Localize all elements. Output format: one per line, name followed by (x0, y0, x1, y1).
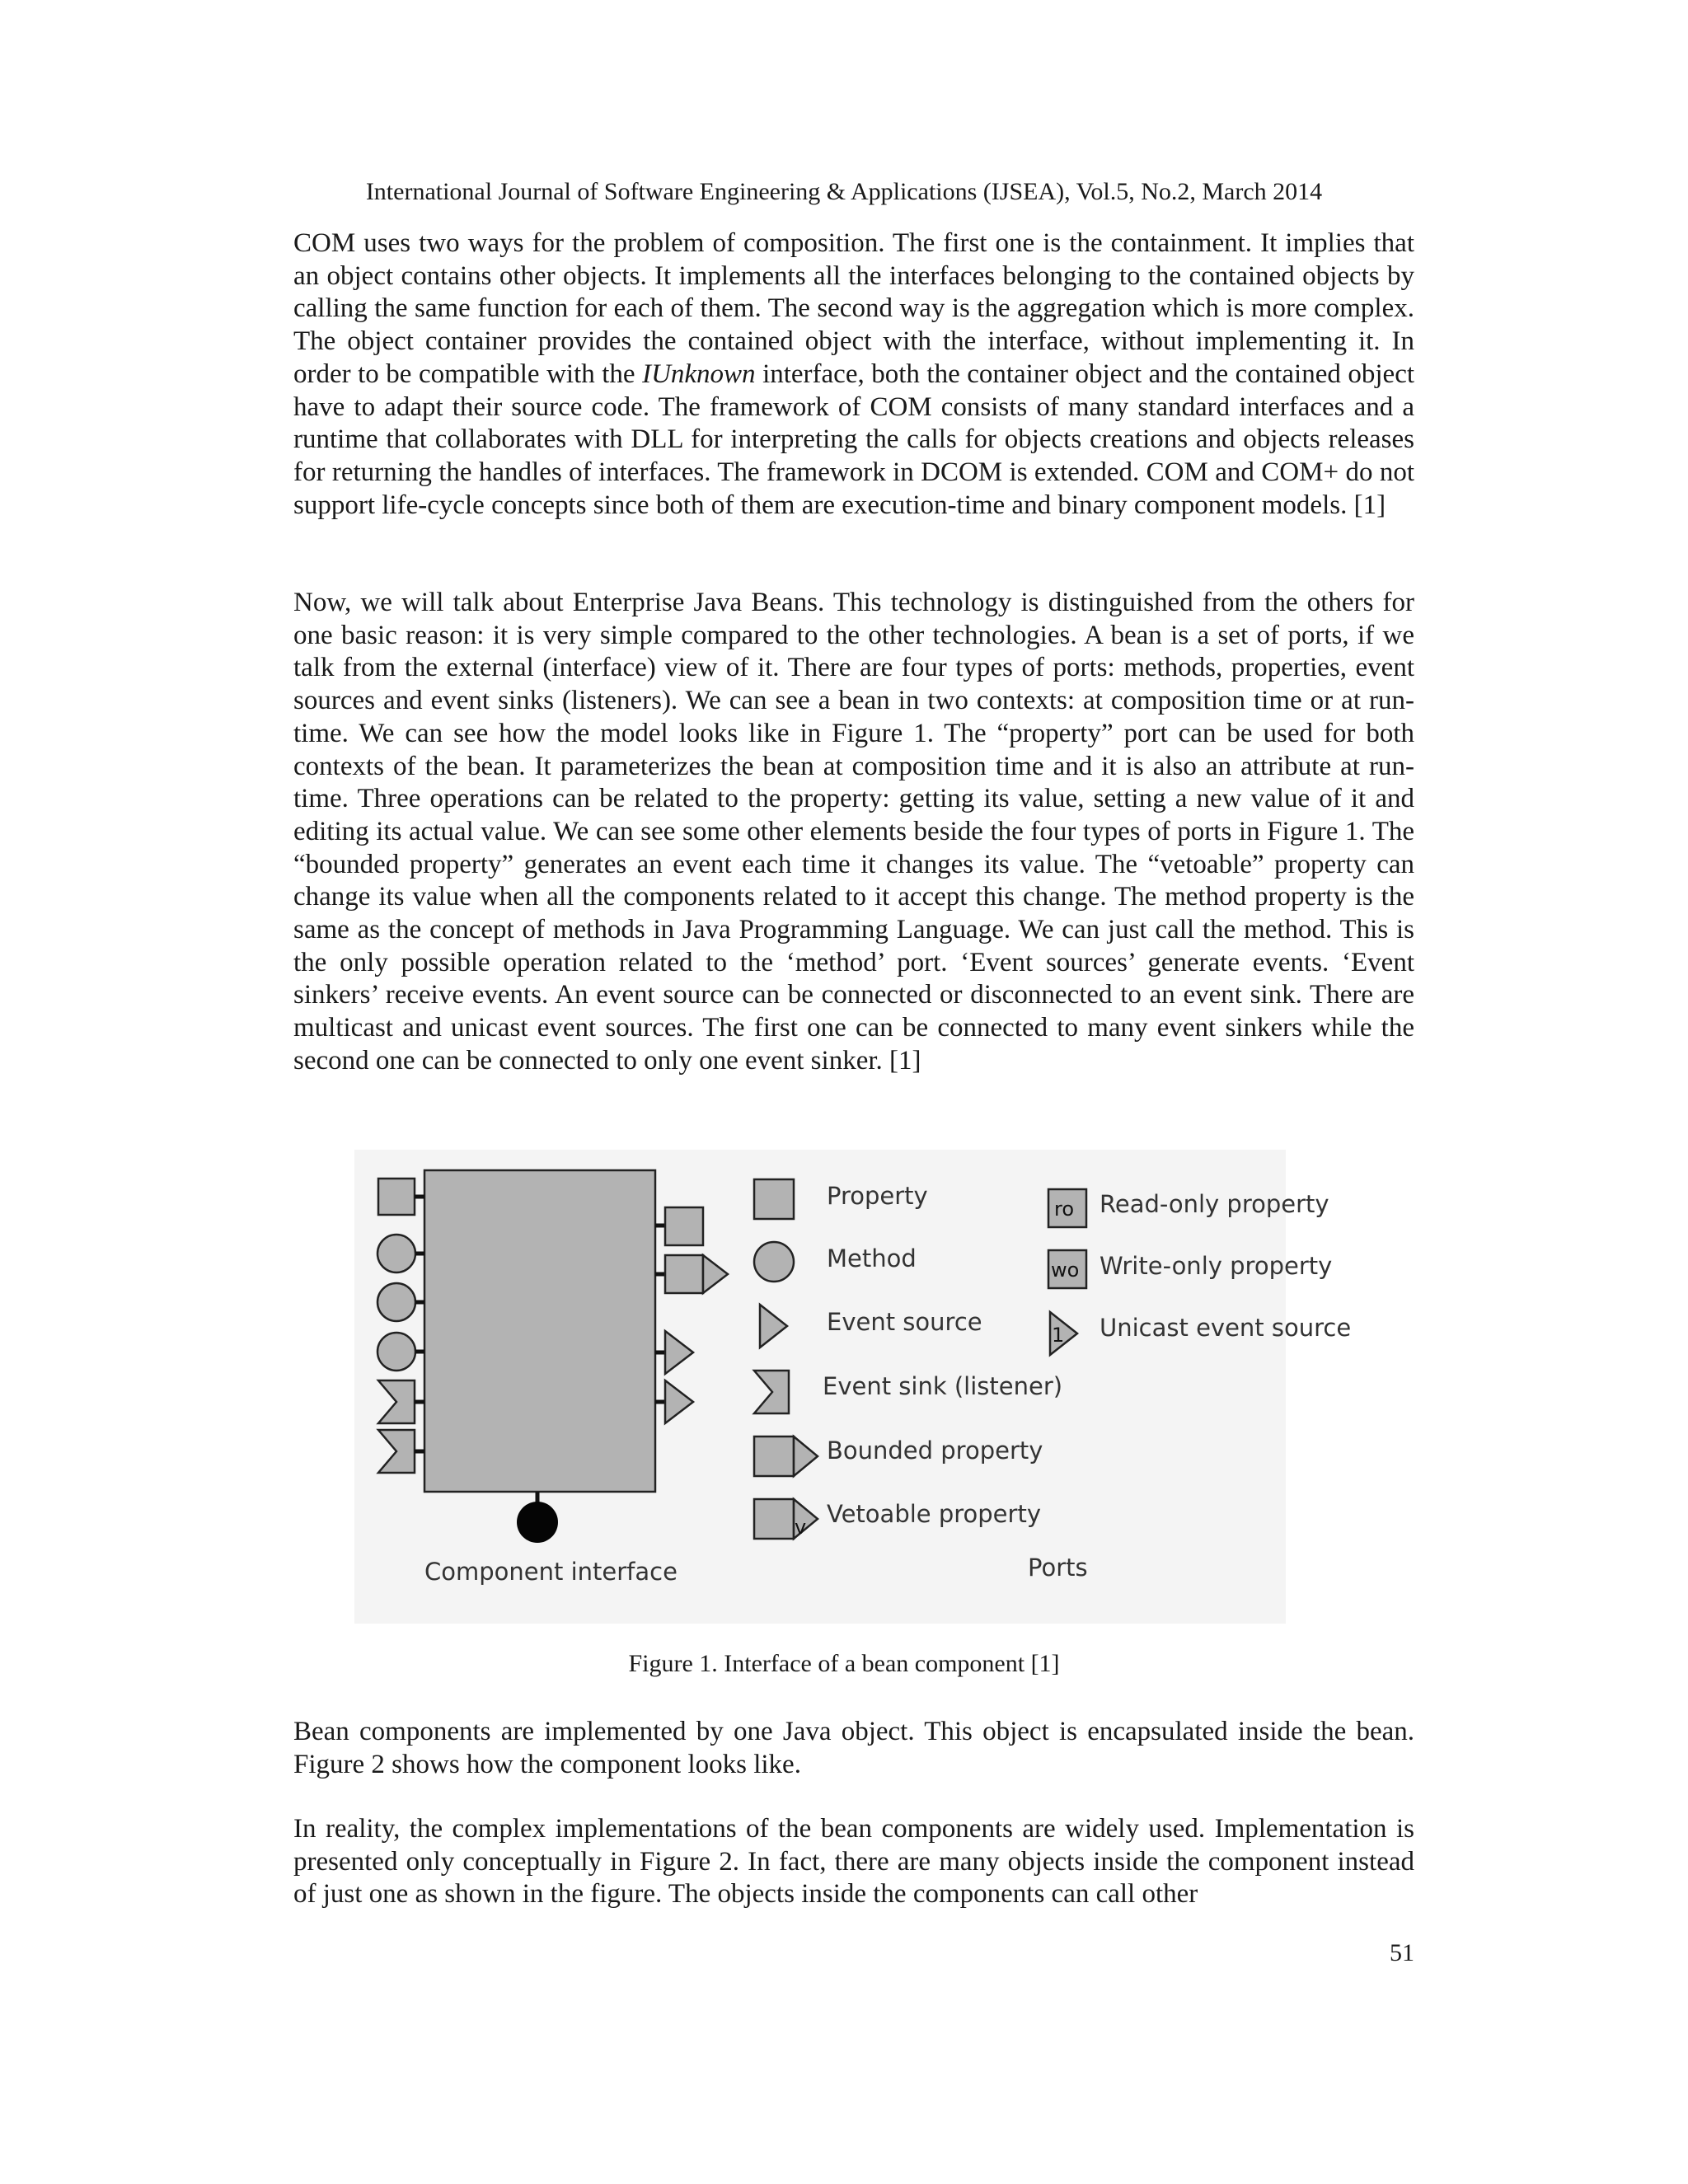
bean-interface-diagram (354, 1150, 1352, 1624)
left-method-port-1 (377, 1235, 415, 1272)
legend-write-only-label: Write-only property (1100, 1252, 1333, 1280)
page-number: 51 (1390, 1939, 1414, 1966)
legend-read-only-label: Read-only property (1100, 1190, 1329, 1218)
legend-property-label: Property (827, 1182, 928, 1210)
left-ports (377, 1179, 424, 1473)
component-body (424, 1170, 655, 1492)
legend-vetoable-property-label: Vetoable property (827, 1500, 1041, 1528)
right-property-port (665, 1207, 703, 1245)
legend-ro-glyph: ro (1054, 1197, 1075, 1221)
right-ports (655, 1207, 728, 1423)
paragraph-bean-components: Bean components are implemented by one Java object. This object is encapsulated inside the bean. Figure 2 shows how the component looks like. (293, 1717, 1414, 1779)
ports-label: Ports (1028, 1554, 1088, 1582)
left-property-port (378, 1179, 415, 1215)
right-bounded-property-port (665, 1255, 703, 1293)
legend-bounded-property-icon (754, 1436, 794, 1476)
p1-text-after: interface, both the container object and the contained object have to adapt their source code. The framework of COM consists of many standard interfaces and a runtime that collaborates with DLL for interpreting the calls for objects creations and objects releases for returning the handles of interfaces. The framework in DCOM is extended. COM and COM+ do not support life-cycle concepts since both of them are execution-time and binary component models. [1] (293, 359, 1415, 520)
legend-property-icon (754, 1179, 794, 1219)
left-event-sink-port-2 (378, 1430, 415, 1473)
figure-bean-interface (354, 1150, 1352, 1624)
legend-event-sink-label: Event sink (listener) (823, 1372, 1063, 1400)
left-event-sink-port-1 (378, 1380, 415, 1423)
bottom-port (517, 1502, 558, 1543)
legend-column-1 (754, 1179, 1065, 1539)
figure-caption: Figure 1. Interface of a bean component [1] (628, 1650, 1060, 1677)
right-event-source-port-1 (665, 1331, 693, 1374)
legend-vetoable-v-glyph: v (795, 1516, 807, 1539)
right-event-source-port-2 (665, 1380, 693, 1423)
legend-event-source-label: Event source (827, 1308, 982, 1336)
p1-text-before: COM uses two ways for the problem of composition. The first one is the containment. It implies that an object contains other objects. It implements all the interfaces belonging to the contained objects by calling the same function for each of them. The second way is the aggregation which is more complex. The object container provides the contained object with the interface, without implementing it. In order to be compatible with the (293, 228, 1414, 389)
legend-event-sink-icon (754, 1371, 789, 1413)
left-method-port-2 (377, 1283, 415, 1321)
legend-unicast-label: Unicast event source (1100, 1314, 1352, 1342)
legend-wo-glyph: wo (1051, 1258, 1080, 1282)
legend-event-source-icon (760, 1305, 787, 1347)
legend-method-label: Method (827, 1244, 917, 1272)
paragraph-java-beans: Now, we will talk about Enterprise Java Beans. This technology is distinguished from the others for one basic reason: it is very simple compared to the other technologies. A bean is a set of ports, if we talk from the external (interface) view of it. There are four types of ports: methods, properties, event sources and event sinks (listeners). We can see a bean in two contexts: at composition time or at run-time. We can see how the model looks like in Figure 1. The “property” port can be used for both contexts of the bean. It parameterizes the bean at composition time and it is also an attribute at run-time. Three operations can be related to the property: getting its value, setting a new value of it and editing its actual value. We can see some other elements beside the four types of ports in Figure 1. The “bounded property” generates an event each time it changes its value. The “vetoable” property can change its value when all the components related to it accept this change. The method property is the same as the concept of methods in Java Programming Language. We can just call the method. This is the only possible operation related to the ‘method’ port. ‘Event sources’ generate events. ‘Event sinkers’ receive events. An event source can be connected or disconnected to an event sink. There are multicast and unicast event sources. The first one can be connected to many event sinkers while the second one can be connected to only one event sinker. [1] (293, 588, 1414, 1076)
legend-column-2 (1048, 1189, 1351, 1355)
legend-vetoable-property-icon (754, 1499, 794, 1539)
legend-bounded-property-label: Bounded property (827, 1436, 1043, 1465)
journal-header: International Journal of Software Engineering & Applications (IJSEA), Vol.5, No.2, March 2014 (365, 178, 1323, 205)
legend-unicast-one-glyph: 1 (1052, 1324, 1065, 1347)
legend-method-icon (754, 1242, 794, 1282)
paragraph-implementation: In reality, the complex implementations of the bean components are widely used. Implementation is presented only conceptually in Figure 2. In fact, there are many objects inside the component instead of just one as shown in the figure. The objects inside the components can call other (293, 1814, 1414, 1910)
left-method-port-3 (377, 1333, 415, 1371)
p1-italic-iunknown: IUnknown (642, 359, 756, 389)
component-interface-label: Component interface (424, 1558, 678, 1586)
paragraph-com-composition (293, 227, 1414, 522)
